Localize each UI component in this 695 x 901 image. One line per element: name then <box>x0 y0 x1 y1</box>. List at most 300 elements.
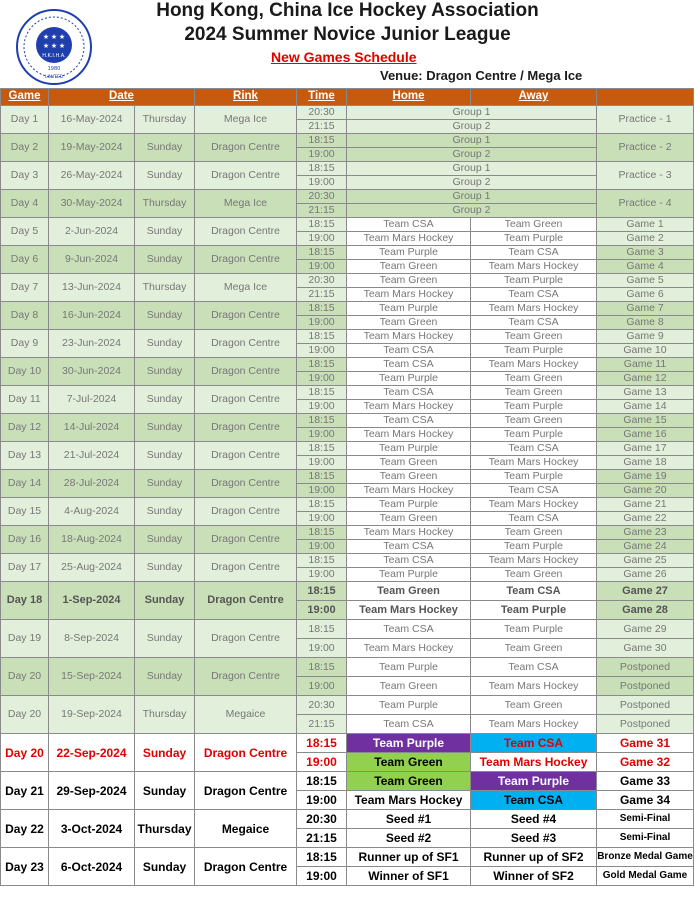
away-team: Team Mars Hockey <box>471 358 597 372</box>
game-time: 19:00 <box>297 639 347 658</box>
home-team: Runner up of SF1 <box>347 848 471 867</box>
game-weekday: Sunday <box>135 134 195 162</box>
game-weekday: Sunday <box>135 414 195 442</box>
game-time: 21:15 <box>297 829 347 848</box>
practice-group: Group 2 <box>347 148 597 162</box>
game-day: Day 1 <box>1 106 49 134</box>
game-number: Practice - 2 <box>597 134 694 162</box>
game-date: 26-May-2024 <box>49 162 135 190</box>
away-team: Team CSA <box>471 734 597 753</box>
game-day: Day 5 <box>1 218 49 246</box>
game-time: 19:00 <box>297 232 347 246</box>
home-team: Team Purple <box>347 372 471 386</box>
schedule-body <box>1 106 694 886</box>
away-team: Team Mars Hockey <box>471 456 597 470</box>
game-date: 8-Sep-2024 <box>49 620 135 658</box>
away-team: Team Purple <box>471 620 597 639</box>
schedule-row <box>1 848 694 867</box>
game-number: Game 5 <box>597 274 694 288</box>
game-time: 19:00 <box>297 484 347 498</box>
away-team: Team CSA <box>471 316 597 330</box>
game-time: 19:00 <box>297 344 347 358</box>
game-weekday: Sunday <box>135 658 195 696</box>
col-date: Date <box>49 89 195 106</box>
game-day: Day 17 <box>1 554 49 582</box>
game-day: Day 16 <box>1 526 49 554</box>
game-weekday: Sunday <box>135 302 195 330</box>
home-team: Team Mars Hockey <box>347 601 471 620</box>
game-number: Game 22 <box>597 512 694 526</box>
col-rink: Rink <box>195 89 297 106</box>
game-date: 21-Jul-2024 <box>49 442 135 470</box>
practice-group: Group 1 <box>347 162 597 176</box>
schedule-row <box>1 658 694 677</box>
game-time: 18:15 <box>297 330 347 344</box>
game-date: 30-Jun-2024 <box>49 358 135 386</box>
game-day: Day 20 <box>1 734 49 772</box>
game-weekday: Sunday <box>135 386 195 414</box>
game-weekday: Sunday <box>135 330 195 358</box>
game-day: Day 15 <box>1 498 49 526</box>
rink-name: Dragon Centre <box>195 734 297 772</box>
game-number: Game 32 <box>597 753 694 772</box>
home-team: Team Mars Hockey <box>347 428 471 442</box>
schedule-row <box>1 772 694 791</box>
game-day: Day 20 <box>1 696 49 734</box>
schedule-row <box>1 498 694 512</box>
game-time: 19:00 <box>297 400 347 414</box>
away-team: Seed #4 <box>471 810 597 829</box>
game-time: 19:00 <box>297 791 347 810</box>
rink-name: Megaice <box>195 810 297 848</box>
home-team: Team Purple <box>347 442 471 456</box>
away-team: Team CSA <box>471 512 597 526</box>
game-time: 18:15 <box>297 302 347 316</box>
schedule-row <box>1 386 694 400</box>
rink-name: Mega Ice <box>195 274 297 302</box>
game-day: Day 3 <box>1 162 49 190</box>
schedule-row <box>1 526 694 540</box>
svg-text:★: ★ <box>42 42 50 50</box>
rink-name: Dragon Centre <box>195 414 297 442</box>
schedule-row <box>1 162 694 176</box>
game-weekday: Thursday <box>135 274 195 302</box>
game-number: Practice - 3 <box>597 162 694 190</box>
rink-name: Dragon Centre <box>195 162 297 190</box>
game-date: 23-Jun-2024 <box>49 330 135 358</box>
svg-text:★: ★ <box>58 33 66 41</box>
game-time: 19:00 <box>297 512 347 526</box>
home-team: Team Green <box>347 753 471 772</box>
game-day: Day 18 <box>1 582 49 620</box>
schedule-row <box>1 810 694 829</box>
schedule-row <box>1 554 694 568</box>
game-weekday: Thursday <box>135 106 195 134</box>
practice-group: Group 1 <box>347 190 597 204</box>
rink-name: Dragon Centre <box>195 620 297 658</box>
away-team: Team Green <box>471 568 597 582</box>
away-team: Team Green <box>471 414 597 428</box>
game-weekday: Sunday <box>135 218 195 246</box>
home-team: Team Mars Hockey <box>347 288 471 302</box>
game-time: 20:30 <box>297 274 347 288</box>
rink-name: Dragon Centre <box>195 554 297 582</box>
home-team: Team Green <box>347 582 471 601</box>
rink-name: Mega Ice <box>195 106 297 134</box>
game-number: Game 25 <box>597 554 694 568</box>
game-number: Game 16 <box>597 428 694 442</box>
game-weekday: Sunday <box>135 470 195 498</box>
game-weekday: Sunday <box>135 162 195 190</box>
game-time: 18:15 <box>297 582 347 601</box>
rink-name: Dragon Centre <box>195 658 297 696</box>
col-away: Away <box>471 89 597 106</box>
game-day: Day 13 <box>1 442 49 470</box>
away-team: Team Green <box>471 696 597 715</box>
schedule-row <box>1 358 694 372</box>
svg-text:LIMITED: LIMITED <box>44 75 64 80</box>
col-game: Game <box>1 89 49 106</box>
game-date: 6-Oct-2024 <box>49 848 135 886</box>
game-number: Gold Medal Game <box>597 867 694 886</box>
game-time: 21:15 <box>297 288 347 302</box>
away-team: Team Purple <box>471 400 597 414</box>
game-number: Game 34 <box>597 791 694 810</box>
game-weekday: Sunday <box>135 358 195 386</box>
game-weekday: Sunday <box>135 848 195 886</box>
home-team: Team CSA <box>347 218 471 232</box>
game-number: Game 31 <box>597 734 694 753</box>
game-time: 18:15 <box>297 134 347 148</box>
svg-text:1980: 1980 <box>47 66 61 72</box>
game-day: Day 23 <box>1 848 49 886</box>
game-number: Game 33 <box>597 772 694 791</box>
svg-text:★: ★ <box>50 42 58 50</box>
game-date: 13-Jun-2024 <box>49 274 135 302</box>
game-date: 19-Sep-2024 <box>49 696 135 734</box>
away-team: Team Green <box>471 639 597 658</box>
home-team: Winner of SF1 <box>347 867 471 886</box>
away-team: Team CSA <box>471 791 597 810</box>
svg-text:H.K.I.H.A.: H.K.I.H.A. <box>42 53 66 59</box>
rink-name: Dragon Centre <box>195 772 297 810</box>
game-number: Game 30 <box>597 639 694 658</box>
game-day: Day 9 <box>1 330 49 358</box>
home-team: Team Green <box>347 260 471 274</box>
away-team: Team Mars Hockey <box>471 260 597 274</box>
game-time: 21:15 <box>297 120 347 134</box>
home-team: Team Green <box>347 456 471 470</box>
game-date: 4-Aug-2024 <box>49 498 135 526</box>
home-team: Team Purple <box>347 658 471 677</box>
home-team: Team Green <box>347 512 471 526</box>
game-time: 18:15 <box>297 734 347 753</box>
game-number: Game 17 <box>597 442 694 456</box>
game-weekday: Sunday <box>135 498 195 526</box>
game-number: Game 2 <box>597 232 694 246</box>
game-time: 18:15 <box>297 554 347 568</box>
game-number: Semi-Final <box>597 829 694 848</box>
game-weekday: Sunday <box>135 582 195 620</box>
svg-text:★: ★ <box>50 33 58 41</box>
game-time: 18:15 <box>297 848 347 867</box>
rink-name: Dragon Centre <box>195 470 297 498</box>
away-team: Runner up of SF2 <box>471 848 597 867</box>
rink-name: Dragon Centre <box>195 330 297 358</box>
schedule-table <box>0 88 694 886</box>
svg-text:★: ★ <box>42 33 50 41</box>
home-team: Team Mars Hockey <box>347 484 471 498</box>
game-number: Postponed <box>597 715 694 734</box>
game-date: 30-May-2024 <box>49 190 135 218</box>
home-team: Team CSA <box>347 358 471 372</box>
schedule-row <box>1 470 694 484</box>
home-team: Team Mars Hockey <box>347 330 471 344</box>
venue-label: Venue: Dragon Centre / Mega Ice <box>380 68 583 83</box>
schedule-row <box>1 734 694 753</box>
home-team: Team CSA <box>347 554 471 568</box>
game-date: 28-Jul-2024 <box>49 470 135 498</box>
game-weekday: Sunday <box>135 772 195 810</box>
home-team: Team Purple <box>347 498 471 512</box>
away-team: Team Green <box>471 386 597 400</box>
practice-group: Group 1 <box>347 106 597 120</box>
home-team: Team Mars Hockey <box>347 791 471 810</box>
away-team: Team CSA <box>471 288 597 302</box>
rink-name: Dragon Centre <box>195 358 297 386</box>
game-time: 19:00 <box>297 601 347 620</box>
away-team: Team Mars Hockey <box>471 498 597 512</box>
away-team: Team Purple <box>471 232 597 246</box>
game-day: Day 14 <box>1 470 49 498</box>
away-team: Team Purple <box>471 274 597 288</box>
away-team: Team Purple <box>471 772 597 791</box>
game-weekday: Sunday <box>135 734 195 772</box>
game-number: Game 21 <box>597 498 694 512</box>
game-time: 18:15 <box>297 162 347 176</box>
home-team: Seed #1 <box>347 810 471 829</box>
game-time: 20:30 <box>297 696 347 715</box>
game-time: 19:00 <box>297 148 347 162</box>
home-team: Team CSA <box>347 540 471 554</box>
game-weekday: Thursday <box>135 696 195 734</box>
game-date: 25-Aug-2024 <box>49 554 135 582</box>
game-number: Postponed <box>597 677 694 696</box>
rink-name: Dragon Centre <box>195 442 297 470</box>
game-number: Game 28 <box>597 601 694 620</box>
game-number: Game 27 <box>597 582 694 601</box>
game-day: Day 2 <box>1 134 49 162</box>
game-number: Game 29 <box>597 620 694 639</box>
practice-group: Group 1 <box>347 134 597 148</box>
game-time: 18:15 <box>297 498 347 512</box>
game-day: Day 7 <box>1 274 49 302</box>
game-time: 20:30 <box>297 810 347 829</box>
game-time: 19:00 <box>297 677 347 696</box>
game-day: Day 10 <box>1 358 49 386</box>
home-team: Team Green <box>347 274 471 288</box>
schedule-row <box>1 620 694 639</box>
home-team: Team Green <box>347 470 471 484</box>
game-time: 20:30 <box>297 190 347 204</box>
game-weekday: Thursday <box>135 810 195 848</box>
game-date: 1-Sep-2024 <box>49 582 135 620</box>
game-weekday: Sunday <box>135 526 195 554</box>
schedule-row <box>1 414 694 428</box>
game-date: 2-Jun-2024 <box>49 218 135 246</box>
schedule-row <box>1 442 694 456</box>
game-time: 19:00 <box>297 568 347 582</box>
home-team: Team Mars Hockey <box>347 526 471 540</box>
game-number: Game 6 <box>597 288 694 302</box>
game-number: Game 9 <box>597 330 694 344</box>
away-team: Team Mars Hockey <box>471 302 597 316</box>
game-date: 22-Sep-2024 <box>49 734 135 772</box>
game-number: Game 23 <box>597 526 694 540</box>
home-team: Team Mars Hockey <box>347 232 471 246</box>
away-team: Team CSA <box>471 442 597 456</box>
game-time: 21:15 <box>297 204 347 218</box>
game-day: Day 12 <box>1 414 49 442</box>
away-team: Team Green <box>471 330 597 344</box>
game-number: Game 15 <box>597 414 694 428</box>
game-number: Game 1 <box>597 218 694 232</box>
away-team: Team CSA <box>471 582 597 601</box>
game-number: Game 3 <box>597 246 694 260</box>
col-home: Home <box>347 89 471 106</box>
rink-name: Dragon Centre <box>195 582 297 620</box>
game-time: 21:15 <box>297 715 347 734</box>
schedule-row <box>1 246 694 260</box>
home-team: Team CSA <box>347 344 471 358</box>
game-number: Game 13 <box>597 386 694 400</box>
home-team: Team Green <box>347 677 471 696</box>
game-time: 18:15 <box>297 246 347 260</box>
away-team: Team Mars Hockey <box>471 715 597 734</box>
table-header-row <box>1 89 694 106</box>
rink-name: Dragon Centre <box>195 218 297 246</box>
game-day: Day 4 <box>1 190 49 218</box>
away-team: Team Purple <box>471 344 597 358</box>
page-title: Hong Kong, China Ice Hockey Association <box>156 0 539 21</box>
game-day: Day 21 <box>1 772 49 810</box>
svg-text:★: ★ <box>58 42 66 50</box>
col-time: Time <box>297 89 347 106</box>
league-title: 2024 Summer Novice Junior League <box>184 24 511 45</box>
rink-name: Mega Ice <box>195 190 297 218</box>
game-number: Bronze Medal Game <box>597 848 694 867</box>
away-team: Team CSA <box>471 246 597 260</box>
rink-name: Dragon Centre <box>195 302 297 330</box>
game-date: 15-Sep-2024 <box>49 658 135 696</box>
schedule-row <box>1 696 694 715</box>
game-date: 16-May-2024 <box>49 106 135 134</box>
game-number: Postponed <box>597 658 694 677</box>
home-team: Seed #2 <box>347 829 471 848</box>
away-team: Team Purple <box>471 470 597 484</box>
schedule-row <box>1 106 694 120</box>
rink-name: Dragon Centre <box>195 526 297 554</box>
schedule-row <box>1 134 694 148</box>
away-team: Team CSA <box>471 658 597 677</box>
game-number: Game 7 <box>597 302 694 316</box>
game-number: Semi-Final <box>597 810 694 829</box>
game-date: 18-Aug-2024 <box>49 526 135 554</box>
game-time: 19:00 <box>297 428 347 442</box>
game-time: 19:00 <box>297 753 347 772</box>
game-number: Game 12 <box>597 372 694 386</box>
home-team: Team CSA <box>347 414 471 428</box>
game-number: Game 14 <box>597 400 694 414</box>
game-time: 18:15 <box>297 218 347 232</box>
game-time: 19:00 <box>297 316 347 330</box>
rink-name: Megaice <box>195 696 297 734</box>
away-team: Team CSA <box>471 484 597 498</box>
game-weekday: Sunday <box>135 554 195 582</box>
away-team: Team Purple <box>471 428 597 442</box>
game-time: 18:15 <box>297 526 347 540</box>
home-team: Team CSA <box>347 386 471 400</box>
game-time: 19:00 <box>297 867 347 886</box>
home-team: Team CSA <box>347 715 471 734</box>
game-weekday: Sunday <box>135 442 195 470</box>
game-weekday: Sunday <box>135 246 195 274</box>
game-day: Day 11 <box>1 386 49 414</box>
game-day: Day 6 <box>1 246 49 274</box>
game-day: Day 19 <box>1 620 49 658</box>
game-weekday: Sunday <box>135 620 195 658</box>
game-time: 19:00 <box>297 176 347 190</box>
rink-name: Dragon Centre <box>195 134 297 162</box>
schedule-row <box>1 274 694 288</box>
game-number: Game 10 <box>597 344 694 358</box>
game-time: 18:15 <box>297 358 347 372</box>
away-team: Team Green <box>471 372 597 386</box>
game-time: 19:00 <box>297 456 347 470</box>
game-date: 14-Jul-2024 <box>49 414 135 442</box>
home-team: Team Mars Hockey <box>347 639 471 658</box>
away-team: Team Mars Hockey <box>471 753 597 772</box>
home-team: Team Green <box>347 316 471 330</box>
home-team: Team CSA <box>347 620 471 639</box>
game-time: 18:15 <box>297 470 347 484</box>
home-team: Team Purple <box>347 734 471 753</box>
game-time: 19:00 <box>297 540 347 554</box>
home-team: Team Purple <box>347 302 471 316</box>
away-team: Seed #3 <box>471 829 597 848</box>
rink-name: Dragon Centre <box>195 498 297 526</box>
home-team: Team Purple <box>347 246 471 260</box>
game-day: Day 22 <box>1 810 49 848</box>
home-team: Team Mars Hockey <box>347 400 471 414</box>
rink-name: Dragon Centre <box>195 848 297 886</box>
game-number: Practice - 1 <box>597 106 694 134</box>
game-number: Game 4 <box>597 260 694 274</box>
schedule-row <box>1 330 694 344</box>
game-time: 18:15 <box>297 620 347 639</box>
game-number: Postponed <box>597 696 694 715</box>
home-team: Team Purple <box>347 696 471 715</box>
game-number: Game 18 <box>597 456 694 470</box>
game-time: 20:30 <box>297 106 347 120</box>
game-number: Game 26 <box>597 568 694 582</box>
away-team: Team Purple <box>471 540 597 554</box>
schedule-subtitle: New Games Schedule <box>271 49 417 65</box>
practice-group: Group 2 <box>347 176 597 190</box>
schedule-row <box>1 582 694 601</box>
game-number: Game 19 <box>597 470 694 484</box>
game-day: Day 20 <box>1 658 49 696</box>
